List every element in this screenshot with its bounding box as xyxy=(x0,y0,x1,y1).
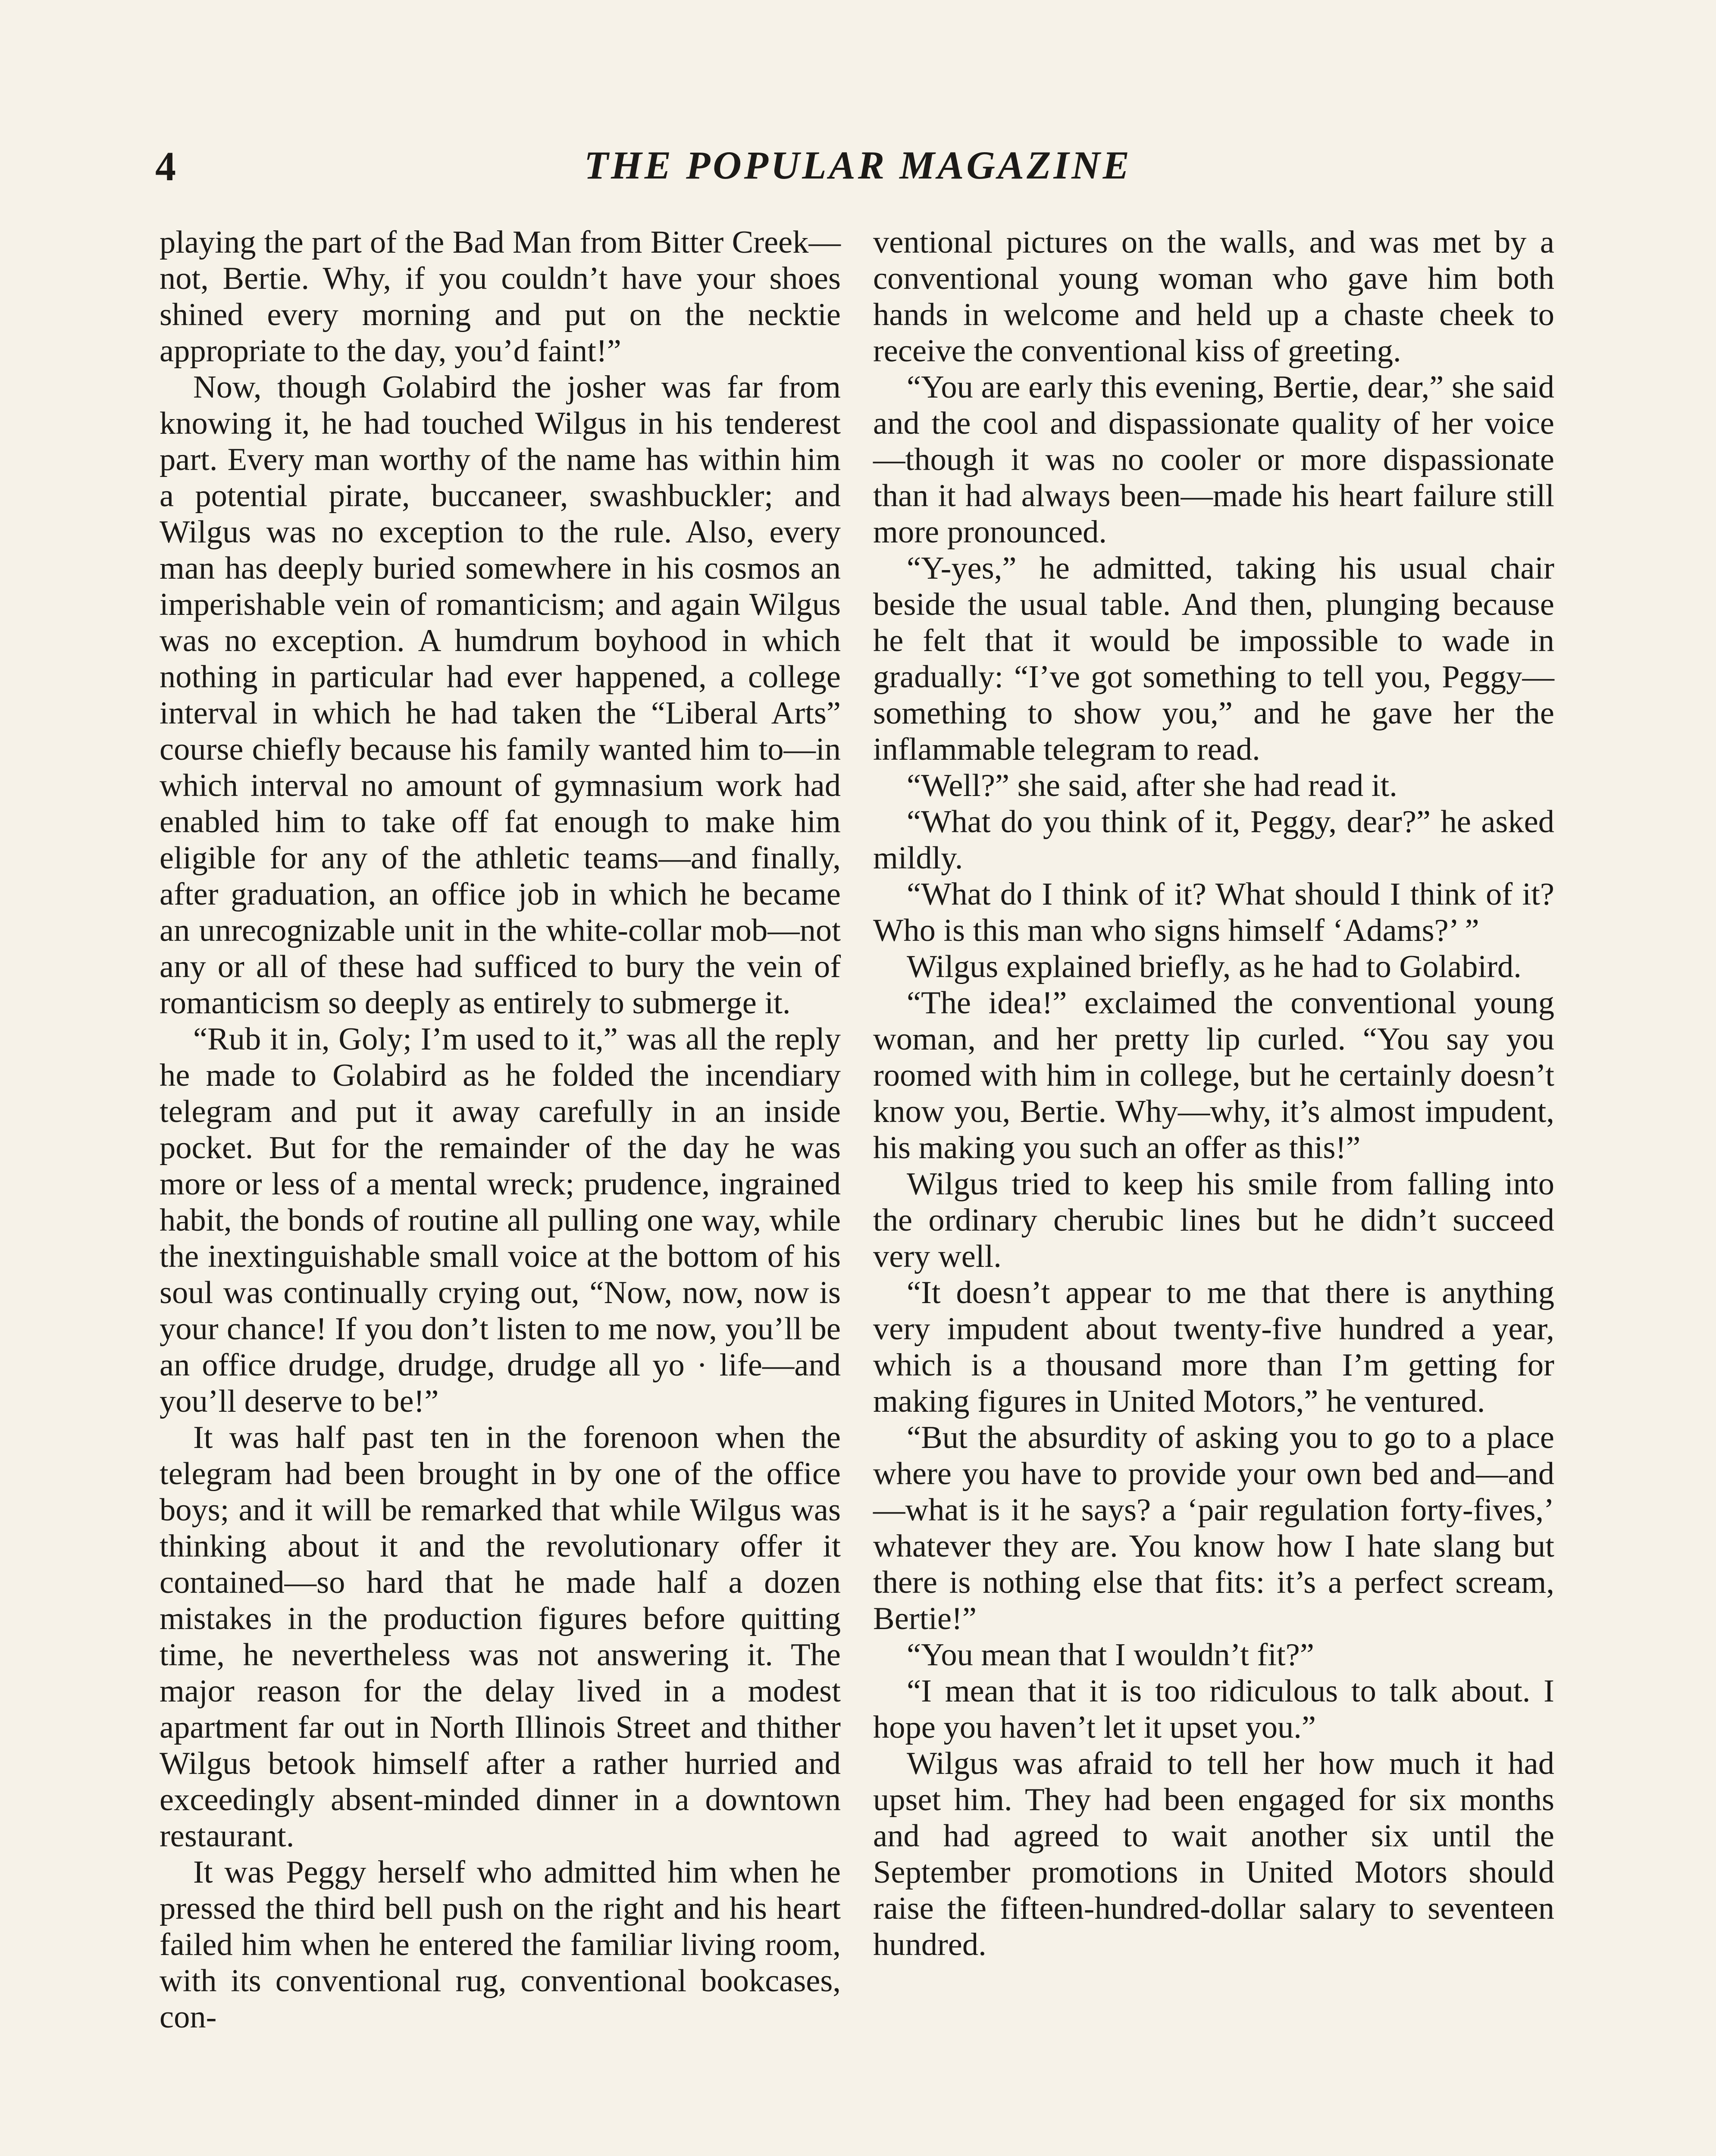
paragraph: “I mean that it is too ridiculous to talk about. I hope you haven’t let it upset you.” xyxy=(873,1673,1554,1745)
paragraph: playing the part of the Bad Man from Bitter Creek—not, Bertie. Why, if you couldn’t have your shoes shined every morning and put on the necktie appropriate to the day, you’d faint!” xyxy=(160,225,841,369)
paragraph: “You mean that I wouldn’t fit?” xyxy=(907,1637,1314,1673)
paragraph: Wilgus was afraid to tell her how much it had upset him. They had been engaged for six months and had agreed to wait another six until the September promotions in United Motors should raise the fifteen-hundred-dollar salary to seventeen hundred. xyxy=(873,1746,1554,1962)
paragraph: “You are early this evening, Bertie, dear,” she said and the cool and dispassionate quality of her voice—though it was no cooler or more dispassionate than it had always been—made his heart failure still more pronounced. xyxy=(873,370,1554,550)
paragraph: It was half past ten in the forenoon when the telegram had been brought in by one of the office boys; and it will be remarked that while Wilgus was thinking about it and the revolutionary offer it contained—so hard that he made half a dozen mistakes in the production figures before quitting time, he nevertheless was not answering it. The major reason for the delay lived in a modest apartment far out in North Illinois Street and thither Wilgus betook himself after a rather hurried and exceedingly absent-minded dinner in a downtown restaurant. xyxy=(160,1420,841,1854)
paragraph: It was Peggy herself who admitted him when he pressed the third bell push on the right and his heart failed him when he entered the familiar living room, with its conventional rug, conventional bookcases, con- xyxy=(160,1855,841,2035)
paragraph: “What do you think of it, Peggy, dear?” he asked mildly. xyxy=(873,804,1554,876)
paragraph: “Y-yes,” he admitted, taking his usual chair beside the usual table. And then, plunging because he felt that it would be impossible to wade in gradually: “I’ve got something to tell you, Peggy—something to show you,” and he gave her the inflammable telegram to read. xyxy=(873,551,1554,767)
paragraph: “Well?” she said, after she had read it. xyxy=(907,768,1397,803)
page-header xyxy=(155,142,1561,203)
right-column xyxy=(873,224,1554,1963)
page-number: 4 xyxy=(155,143,176,189)
paragraph: ventional pictures on the walls, and was met by a conventional young woman who gave him both hands in welcome and held up a chaste cheek to receive the conventional kiss of greeting. xyxy=(873,225,1554,369)
running-title: THE POPULAR MAGAZINE xyxy=(584,143,1132,187)
paragraph: “What do I think of it? What should I think of it? Who is this man who signs himself ‘Adams?’ ” xyxy=(873,877,1554,948)
paragraph: Wilgus tried to keep his smile from falling into the ordinary cherubic lines but he didn’t succeed very well. xyxy=(873,1166,1554,1274)
paragraph: “Rub it in, Goly; I’m used to it,” was all the reply he made to Golabird as he folded the incendiary telegram and put it away carefully in an inside pocket. But for the remainder of the day he was more or less of a mental wreck; prudence, ingrained habit, the bonds of routine all pulling one way, while the inextinguishable small voice at the bottom of his soul was continually crying out, “Now, now, now is your chance! If you don’t listen to me now, you’ll be an office drudge, drudge, drudge all yo · life—and you’ll deserve to be!” xyxy=(160,1022,841,1419)
paragraph: “The idea!” exclaimed the conventional young woman, and her pretty lip curled. “You say you roomed with him in college, but he certainly doesn’t know you, Bertie. Why—why, it’s almost impudent, his making you such an offer as this!” xyxy=(873,985,1554,1166)
paragraph: “But the absurdity of asking you to go to a place where you have to provide your own bed and—and—what is it he says? a ‘pair regulation forty-fives,’ whatever they are. You know how I hate slang but there is nothing else that fits: it’s a perfect scream, Bertie!” xyxy=(873,1420,1554,1636)
paragraph: Wilgus explained briefly, as he had to Golabird. xyxy=(907,949,1522,984)
paragraph: Now, though Golabird the josher was far from knowing it, he had touched Wilgus in his tenderest part. Every man worthy of the name has within him a potential pirate, buccaneer, swashbuckler; and Wilgus was no exception to the rule. Also, every man has deeply buried somewhere in his cosmos an imperishable vein of romanticism; and again Wilgus was no exception. A humdrum boyhood in which nothing in particular had ever happened, a college interval in which he had taken the “Liberal Arts” course chiefly because his family wanted him to—in which interval no amount of gymnasium work had enabled him to take off fat enough to make him eligible for any of the athletic teams—and finally, after graduation, an office job in which he became an unrecognizable unit in the white-collar mob—not any or all of these had sufficed to bury the vein of romanticism so deeply as entirely to submerge it. xyxy=(160,370,841,1021)
paragraph: “It doesn’t appear to me that there is anything very impudent about twenty-five hundred a year, which is a thousand more than I’m getting for making figures in United Motors,” he ventured. xyxy=(873,1275,1554,1419)
left-column xyxy=(160,224,841,2035)
